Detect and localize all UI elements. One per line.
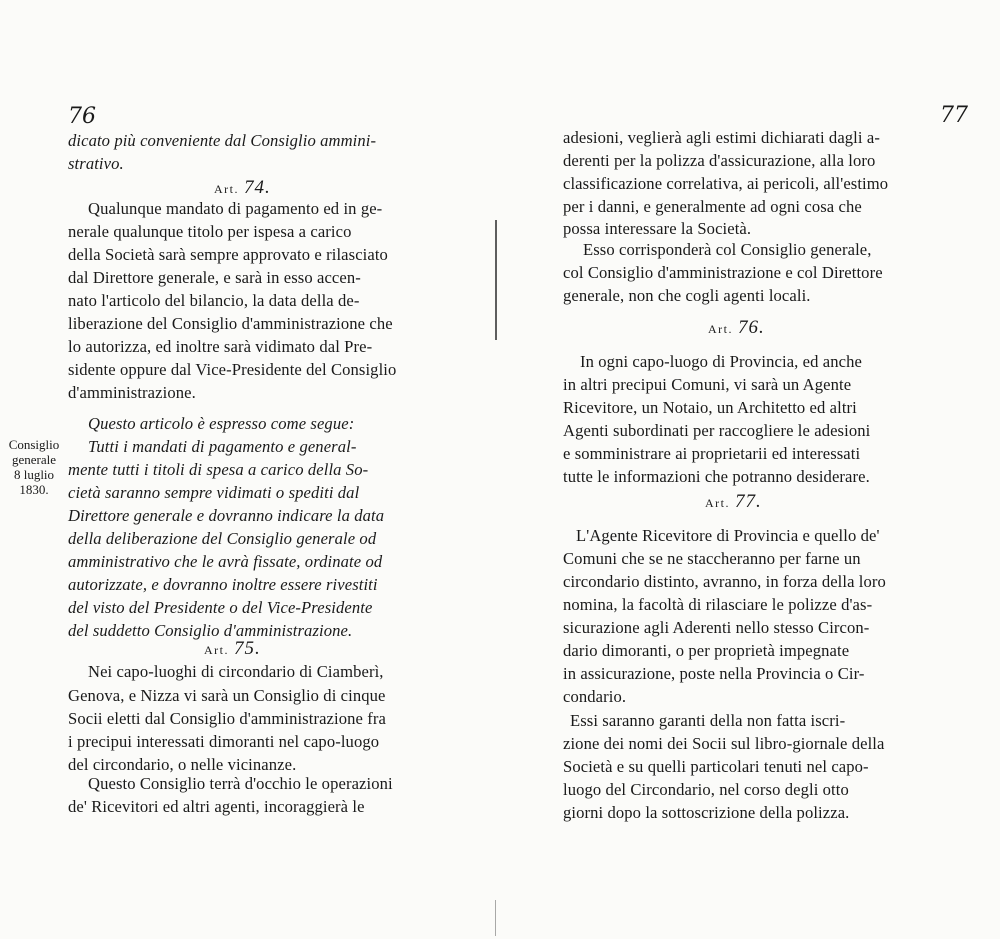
article-label: Art. xyxy=(214,182,239,196)
text-line: possa interessare la Società. xyxy=(563,219,752,238)
text-line: autorizzate, e dovranno inoltre essere rivestiti xyxy=(68,575,378,594)
text-line: amministrativo che le avrà fissate, ordinate od xyxy=(68,552,383,571)
article-number: 76. xyxy=(738,317,765,338)
article-heading-74 xyxy=(214,177,271,199)
text-line: in altri precipui Comuni, vi sarà un Agente xyxy=(563,375,852,394)
text-line: de' Ricevitori ed altri agenti, incoraggierà le xyxy=(68,797,365,816)
text-line: classificazione correlativa, ai pericoli, all'estimo xyxy=(563,174,889,193)
text-line: Tutti i mandati di pagamento e general- xyxy=(88,437,357,456)
text-line: nomina, la facoltà di rilasciare le polizze d'as- xyxy=(563,595,873,614)
text-line: mente tutti i titoli di spesa a carico della So- xyxy=(68,460,369,479)
text-line: Nei capo-luoghi di circondario di Ciamberì, xyxy=(88,662,384,681)
gutter-mark xyxy=(495,220,497,340)
margin-note xyxy=(5,437,63,497)
text-line: dario dimoranti, o per proprietà impegnate xyxy=(563,641,850,660)
text-line: condario. xyxy=(563,687,627,706)
article-label: Art. xyxy=(708,322,733,336)
article-number: 75. xyxy=(234,638,261,659)
text-line: e somministrare ai proprietarii ed interessati xyxy=(563,444,861,463)
text-line: Essi saranno garanti della non fatta iscri- xyxy=(570,711,846,730)
text-line: del visto del Presidente o del Vice-Presidente xyxy=(68,598,373,617)
article-heading-75 xyxy=(204,638,261,660)
text-line: derenti per la polizza d'assicurazione, alla loro xyxy=(563,151,876,170)
text-line: Qualunque mandato di pagamento ed in ge- xyxy=(88,199,383,218)
text-line: Genova, e Nizza vi sarà un Consiglio di cinque xyxy=(68,686,386,705)
margin-note-line: generale xyxy=(11,452,57,467)
text-line: per i danni, e generalmente ad ogni cosa che xyxy=(563,197,862,216)
text-line: In ogni capo-luogo di Provincia, ed anche xyxy=(580,352,862,371)
text-line: cietà saranno sempre vidimati o spediti dal xyxy=(68,483,360,502)
text-line: Direttore generale e dovranno indicare la data xyxy=(68,506,385,525)
text-line: dicato più conveniente dal Consiglio ammini- xyxy=(68,131,377,150)
article-number: 77. xyxy=(735,491,762,512)
text-line: strativo. xyxy=(68,154,124,173)
text-line: Società e su quelli particolari tenuti nel capo- xyxy=(563,757,869,776)
margin-note-line: Consiglio xyxy=(8,437,60,452)
article-label: Art. xyxy=(204,643,229,657)
text-line: Agenti subordinati per raccogliere le adesioni xyxy=(563,421,871,440)
text-line: della Società sarà sempre approvato e rilasciato xyxy=(68,245,388,264)
text-line: sidente oppure dal Vice-Presidente del Consiglio xyxy=(68,360,397,379)
gutter-mark-lower xyxy=(495,900,496,936)
article-number: 74. xyxy=(244,177,271,198)
text-line: i precipui interessati dimoranti nel capo-luogo xyxy=(68,732,380,751)
text-line: Comuni che se ne staccheranno per farne un xyxy=(563,549,861,568)
page-number-right: 77 xyxy=(940,103,968,128)
article-label: Art. xyxy=(705,496,730,510)
text-line: Ricevitore, un Notaio, un Architetto ed altri xyxy=(563,398,857,417)
text-line: tutte le informazioni che potranno desiderare. xyxy=(563,467,870,486)
text-line: Esso corrisponderà col Consiglio generale, xyxy=(583,240,872,259)
margin-note-line: 1830. xyxy=(19,482,49,497)
text-line: Socii eletti dal Consiglio d'amministrazione fra xyxy=(68,709,386,728)
text-line: della deliberazione del Consiglio generale od xyxy=(68,529,377,548)
article-heading-76 xyxy=(708,317,765,339)
text-line: dal Direttore generale, e sarà in esso accen- xyxy=(68,268,361,287)
text-line: zione dei nomi dei Socii sul libro-giornale della xyxy=(563,734,885,753)
text-line: giorni dopo la sottoscrizione della polizza. xyxy=(563,803,850,822)
margin-note-line: 8 luglio xyxy=(13,467,55,482)
text-line: generale, non che cogli agenti locali. xyxy=(563,286,811,305)
text-line: col Consiglio d'amministrazione e col Direttore xyxy=(563,263,883,282)
page-number-left: 76 xyxy=(68,104,96,129)
text-line: d'amministrazione. xyxy=(68,383,196,402)
text-line: adesioni, veglierà agli estimi dichiarati dagli a- xyxy=(563,128,880,147)
text-line: L'Agente Ricevitore di Provincia e quello de' xyxy=(576,526,880,545)
text-line: del circondario, o nelle vicinanze. xyxy=(68,755,297,774)
text-line: del suddetto Consiglio d'amministrazione. xyxy=(68,621,353,640)
text-line: in assicurazione, poste nella Provincia o Cir- xyxy=(563,664,865,683)
text-line: Questo Consiglio terrà d'occhio le operazioni xyxy=(88,774,393,793)
text-line: sicurazione agli Aderenti nello stesso Circon- xyxy=(563,618,870,637)
text-line: lo autorizza, ed inoltre sarà vidimato dal Pre- xyxy=(68,337,373,356)
text-line: circondario distinto, avranno, in forza della loro xyxy=(563,572,886,591)
text-line: Questo articolo è espresso come segue: xyxy=(88,414,355,433)
article-heading-77 xyxy=(705,491,762,513)
text-line: liberazione del Consiglio d'amministrazione che xyxy=(68,314,393,333)
text-line: nerale qualunque titolo per ispesa a carico xyxy=(68,222,352,241)
text-line: nato l'articolo del bilancio, la data della de- xyxy=(68,291,360,310)
text-line: luogo del Circondario, nel corso degli otto xyxy=(563,780,849,799)
